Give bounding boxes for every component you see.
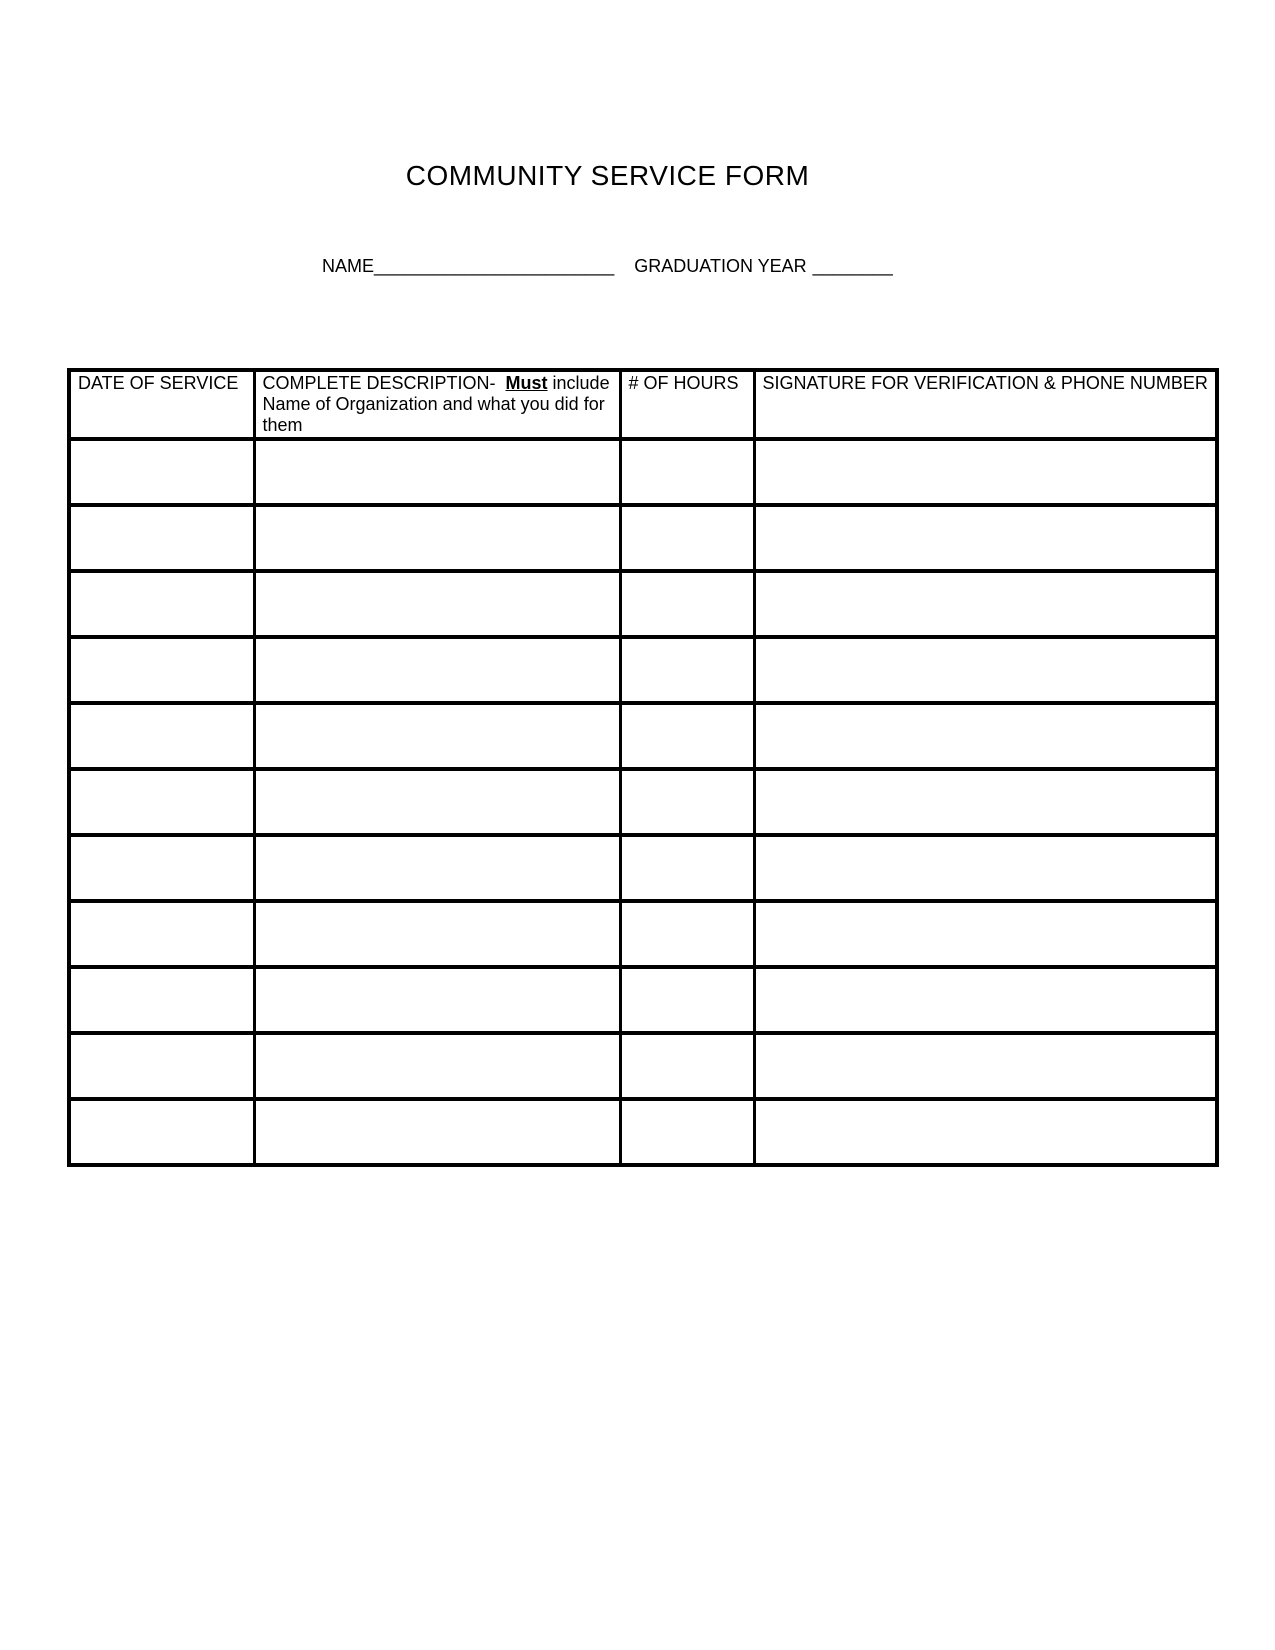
graduation-year-fill-line: ________: [812, 256, 893, 276]
header-description: [254, 370, 620, 439]
name-field-label: NAME: [322, 256, 375, 276]
cell-description: [254, 835, 620, 901]
community-service-table: [67, 368, 1219, 1167]
header-description-prefix: COMPLETE DESCRIPTION-: [262, 373, 506, 393]
cell-signature: [754, 769, 1217, 835]
table-row: [69, 637, 1217, 703]
cell-date-of-service: [69, 835, 254, 901]
cell-signature: [754, 1033, 1217, 1099]
cell-hours: [620, 505, 754, 571]
cell-hours: [620, 1099, 754, 1165]
table-header: [69, 370, 1217, 439]
name-fill-line: ________________________: [374, 256, 615, 276]
table-row: [69, 1033, 1217, 1099]
table-row: [69, 571, 1217, 637]
cell-description: [254, 901, 620, 967]
cell-signature: [754, 901, 1217, 967]
table-row: [69, 1099, 1217, 1165]
cell-description: [254, 505, 620, 571]
cell-signature: [754, 835, 1217, 901]
cell-description: [254, 571, 620, 637]
cell-date-of-service: [69, 505, 254, 571]
cell-date-of-service: [69, 571, 254, 637]
table-row: [69, 439, 1217, 505]
cell-description: [254, 967, 620, 1033]
cell-hours: [620, 769, 754, 835]
table-row: [69, 967, 1217, 1033]
cell-signature: [754, 439, 1217, 505]
table-row: [69, 703, 1217, 769]
name-graduation-line: [322, 256, 893, 277]
cell-signature: [754, 571, 1217, 637]
cell-date-of-service: [69, 1033, 254, 1099]
cell-date-of-service: [69, 769, 254, 835]
cell-description: [254, 637, 620, 703]
table-body: [69, 439, 1217, 1165]
cell-date-of-service: [69, 967, 254, 1033]
header-description-must: Must: [505, 373, 548, 393]
table-row: [69, 505, 1217, 571]
table-row: [69, 769, 1217, 835]
cell-description: [254, 769, 620, 835]
header-date-of-service: DATE OF SERVICE: [69, 370, 254, 439]
cell-signature: [754, 505, 1217, 571]
cell-date-of-service: [69, 1099, 254, 1165]
cell-signature: [754, 967, 1217, 1033]
cell-hours: [620, 835, 754, 901]
cell-date-of-service: [69, 703, 254, 769]
table-header-row: [69, 370, 1217, 439]
cell-hours: [620, 901, 754, 967]
cell-description: [254, 1099, 620, 1165]
cell-description: [254, 439, 620, 505]
header-description-suffix: include Name of Organization and what you did for them: [262, 373, 610, 435]
cell-hours: [620, 571, 754, 637]
cell-date-of-service: [69, 439, 254, 505]
cell-hours: [620, 703, 754, 769]
cell-signature: [754, 1099, 1217, 1165]
cell-date-of-service: [69, 901, 254, 967]
header-signature-verification: SIGNATURE FOR VERIFICATION & PHONE NUMBER: [754, 370, 1217, 439]
cell-hours: [620, 967, 754, 1033]
table-row: [69, 835, 1217, 901]
cell-date-of-service: [69, 637, 254, 703]
header-number-of-hours: # OF HOURS: [620, 370, 754, 439]
graduation-year-label: GRADUATION YEAR: [634, 256, 807, 276]
document-title: COMMUNITY SERVICE FORM: [405, 160, 810, 191]
table-row: [69, 901, 1217, 967]
cell-signature: [754, 637, 1217, 703]
cell-hours: [620, 439, 754, 505]
cell-hours: [620, 1033, 754, 1099]
cell-description: [254, 1033, 620, 1099]
cell-signature: [754, 703, 1217, 769]
cell-description: [254, 703, 620, 769]
cell-hours: [620, 637, 754, 703]
